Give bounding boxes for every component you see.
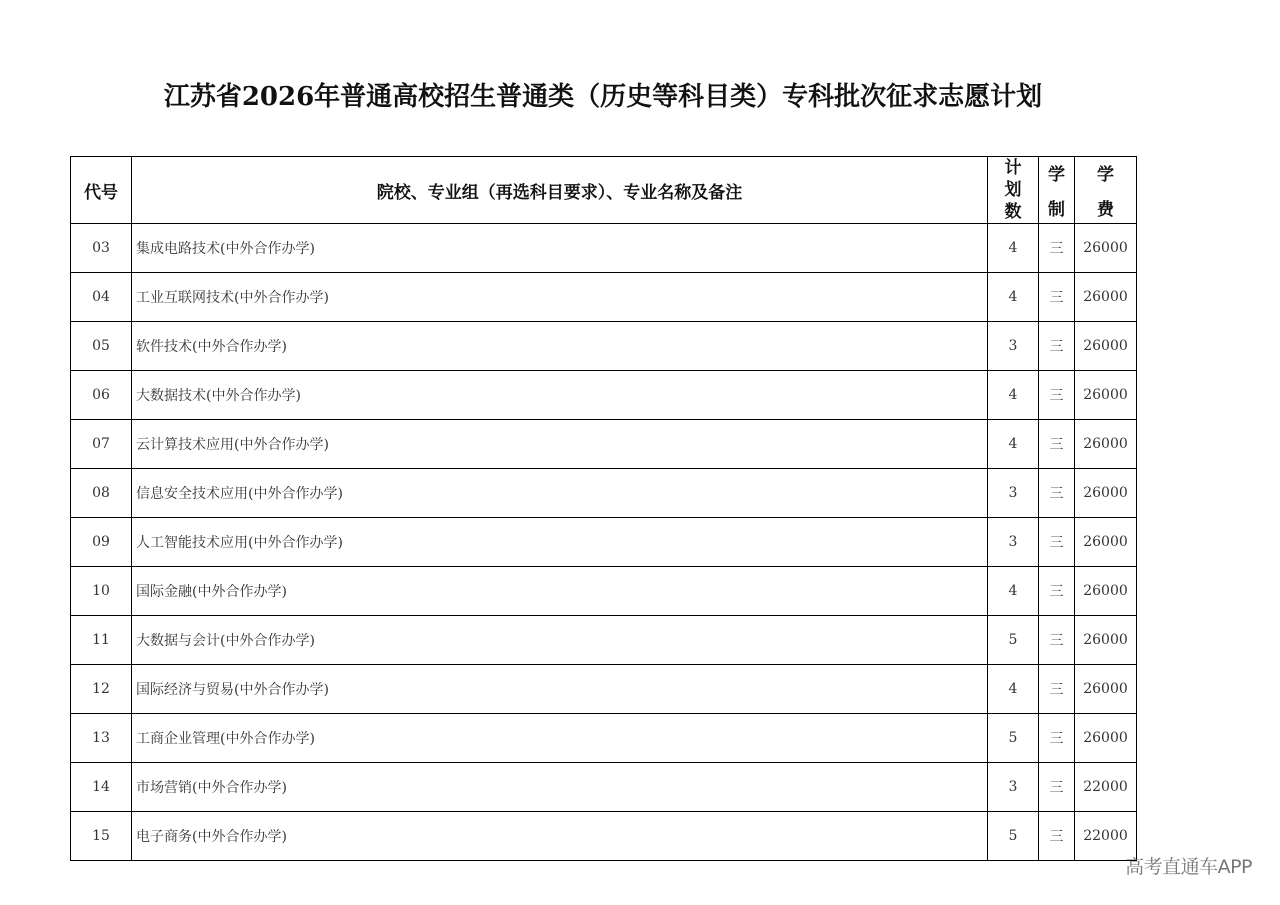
table-row [71, 812, 1137, 861]
table-body [71, 224, 1137, 861]
header-plan [988, 157, 1039, 224]
header-fee [1075, 157, 1137, 224]
row-major-name: 大数据技术(中外合作办学) [132, 371, 988, 420]
table-row [71, 763, 1137, 812]
document-title: 江苏省2026年普通高校招生普通类（历史等科目类）专科批次征求志愿计划 [163, 82, 1043, 112]
row-major-name: 集成电路技术(中外合作办学) [132, 224, 988, 273]
row-major-name: 国际金融(中外合作办学) [132, 567, 988, 616]
row-code: 05 [71, 322, 132, 371]
row-fee: 26000 [1075, 224, 1137, 273]
row-fee: 26000 [1075, 616, 1137, 665]
row-code: 10 [71, 567, 132, 616]
row-fee: 22000 [1075, 763, 1137, 812]
row-plan-count: 4 [988, 665, 1039, 714]
row-plan-count: 3 [988, 322, 1039, 371]
row-years: 三 [1039, 273, 1075, 322]
row-major-name: 软件技术(中外合作办学) [132, 322, 988, 371]
table-row [71, 567, 1137, 616]
row-code: 03 [71, 224, 132, 273]
table-header-row [71, 157, 1137, 224]
row-fee: 26000 [1075, 371, 1137, 420]
row-fee: 22000 [1075, 812, 1137, 861]
table-row [71, 714, 1137, 763]
row-fee: 26000 [1075, 273, 1137, 322]
row-fee: 26000 [1075, 469, 1137, 518]
row-plan-count: 5 [988, 812, 1039, 861]
table-row [71, 273, 1137, 322]
row-plan-count: 4 [988, 567, 1039, 616]
header-name: 院校、专业组（再选科目要求）、专业名称及备注 [132, 157, 988, 224]
row-plan-count: 4 [988, 273, 1039, 322]
header-years [1039, 157, 1075, 224]
row-years: 三 [1039, 224, 1075, 273]
row-code: 14 [71, 763, 132, 812]
header-fee-char-1: 学 [1097, 165, 1114, 185]
row-years: 三 [1039, 420, 1075, 469]
header-plan-char-3: 数 [1004, 202, 1022, 222]
row-years: 三 [1039, 567, 1075, 616]
row-code: 12 [71, 665, 132, 714]
table-row [71, 518, 1137, 567]
row-code: 13 [71, 714, 132, 763]
row-years: 三 [1039, 714, 1075, 763]
row-major-name: 信息安全技术应用(中外合作办学) [132, 469, 988, 518]
row-plan-count: 4 [988, 224, 1039, 273]
row-plan-count: 3 [988, 518, 1039, 567]
header-years-char-2: 制 [1048, 200, 1065, 220]
header-plan-char-2: 划 [1004, 180, 1022, 200]
row-plan-count: 5 [988, 714, 1039, 763]
row-major-name: 云计算技术应用(中外合作办学) [132, 420, 988, 469]
row-major-name: 人工智能技术应用(中外合作办学) [132, 518, 988, 567]
table-row [71, 469, 1137, 518]
header-fee-char-2: 费 [1097, 200, 1114, 220]
row-years: 三 [1039, 763, 1075, 812]
header-code: 代号 [71, 157, 132, 224]
row-fee: 26000 [1075, 518, 1137, 567]
row-plan-count: 4 [988, 420, 1039, 469]
row-code: 06 [71, 371, 132, 420]
row-major-name: 电子商务(中外合作办学) [132, 812, 988, 861]
table-row [71, 371, 1137, 420]
table-row [71, 420, 1137, 469]
row-code: 15 [71, 812, 132, 861]
row-years: 三 [1039, 371, 1075, 420]
row-major-name: 国际经济与贸易(中外合作办学) [132, 665, 988, 714]
row-plan-count: 3 [988, 469, 1039, 518]
table-row [71, 616, 1137, 665]
row-major-name: 市场营销(中外合作办学) [132, 763, 988, 812]
row-years: 三 [1039, 469, 1075, 518]
row-years: 三 [1039, 518, 1075, 567]
row-plan-count: 3 [988, 763, 1039, 812]
enrollment-plan-table [70, 156, 1137, 861]
row-years: 三 [1039, 665, 1075, 714]
row-code: 09 [71, 518, 132, 567]
row-code: 04 [71, 273, 132, 322]
row-fee: 26000 [1075, 420, 1137, 469]
row-fee: 26000 [1075, 322, 1137, 371]
row-years: 三 [1039, 322, 1075, 371]
row-code: 08 [71, 469, 132, 518]
row-fee: 26000 [1075, 567, 1137, 616]
table-row [71, 665, 1137, 714]
row-major-name: 工业互联网技术(中外合作办学) [132, 273, 988, 322]
row-fee: 26000 [1075, 714, 1137, 763]
row-code: 07 [71, 420, 132, 469]
header-plan-char-1: 计 [1004, 158, 1022, 178]
header-years-char-1: 学 [1048, 165, 1065, 185]
table-row [71, 224, 1137, 273]
row-plan-count: 5 [988, 616, 1039, 665]
row-years: 三 [1039, 616, 1075, 665]
row-major-name: 工商企业管理(中外合作办学) [132, 714, 988, 763]
row-plan-count: 4 [988, 371, 1039, 420]
row-major-name: 大数据与会计(中外合作办学) [132, 616, 988, 665]
watermark: 高考直通车APP [1125, 856, 1252, 878]
table-row [71, 322, 1137, 371]
row-code: 11 [71, 616, 132, 665]
row-fee: 26000 [1075, 665, 1137, 714]
row-years: 三 [1039, 812, 1075, 861]
